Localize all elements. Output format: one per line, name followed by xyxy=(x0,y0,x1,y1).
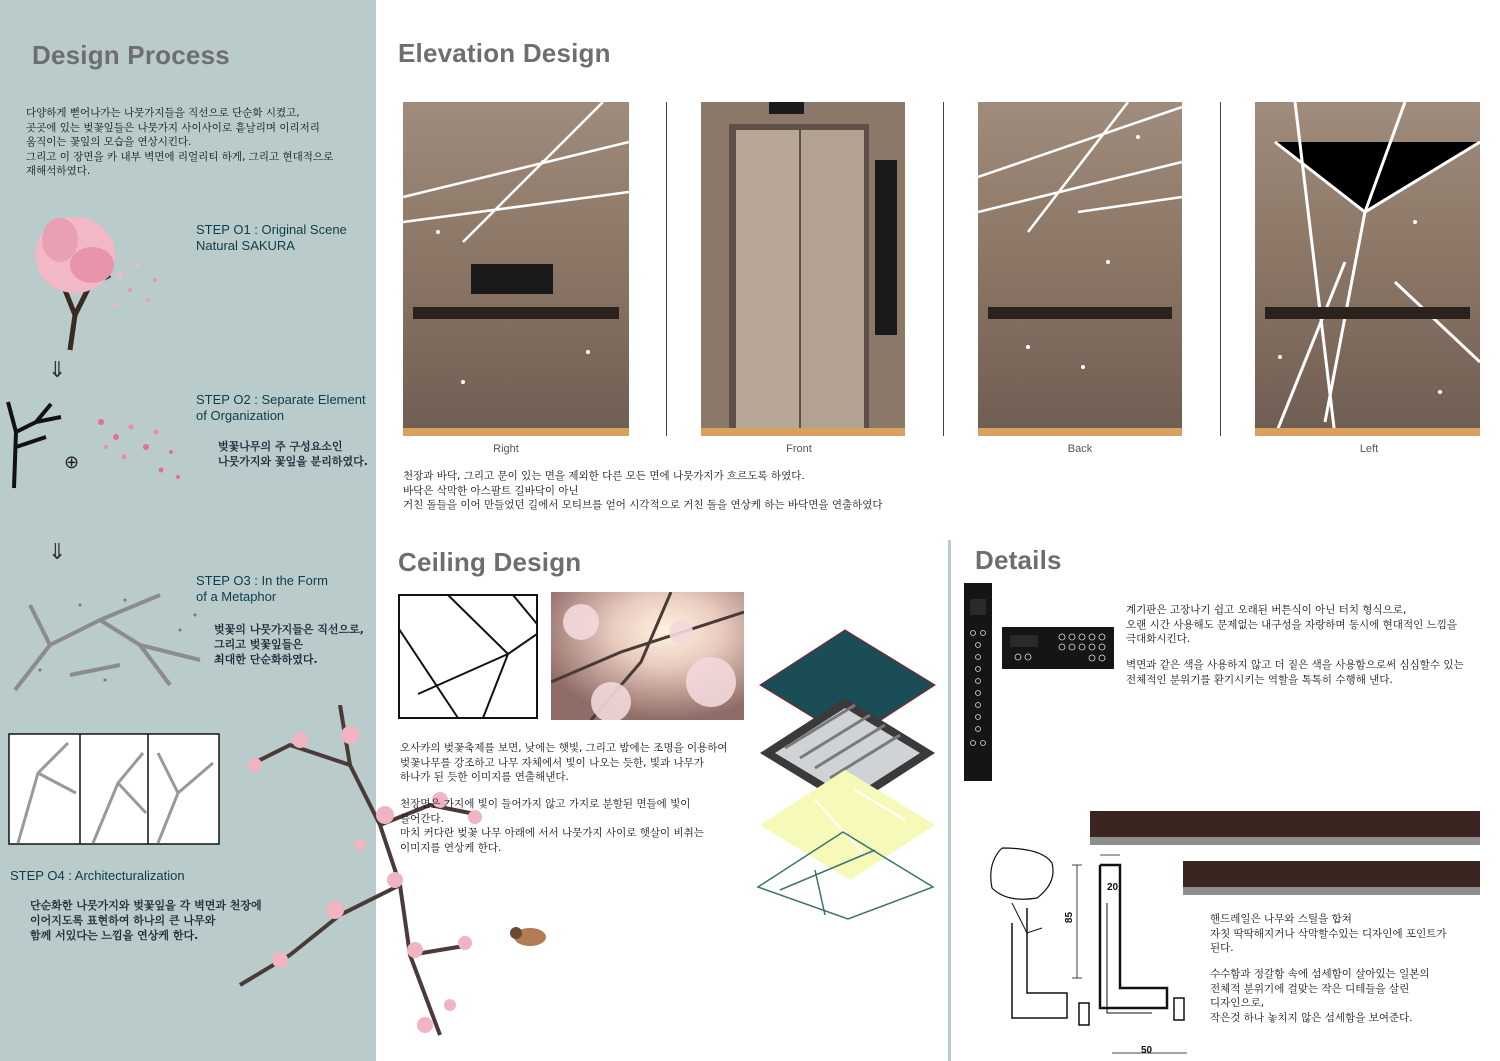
metaphor-branch-illustration xyxy=(10,585,210,695)
elevation-divider xyxy=(666,102,667,436)
separated-branch-illustration xyxy=(6,392,196,492)
handrail-bar-1 xyxy=(1090,811,1490,847)
plus-icon: ⊕ xyxy=(64,452,80,473)
step-4-label: STEP O4 : Architecturalization xyxy=(10,868,185,883)
step-3-description: 벚꽃의 나뭇가지들은 직선으로, 그리고 벚꽃잎들은 최대한 단순화하였다. xyxy=(214,623,364,666)
step-1-label: STEP O1 : Original Scene Natural SAKURA xyxy=(196,222,347,253)
elevation-caption-right: Right xyxy=(493,443,519,455)
control-panel-horizontal xyxy=(1002,627,1114,669)
elevation-back-image xyxy=(978,102,1182,436)
step-4-description: 단순화한 나뭇가지와 벚꽃잎을 각 벽면과 천장에 이어지도록 표현하여 하나의 큰 나무와 함께 서있다는 느낌을 연상케 한다. xyxy=(30,899,262,942)
dimension-50: 50 xyxy=(1141,1045,1153,1056)
ceiling-exploded-layers xyxy=(755,625,940,920)
dimension-20: 20 xyxy=(1107,882,1119,893)
elevation-design-title: Elevation Design xyxy=(398,38,611,68)
elevation-divider xyxy=(1220,102,1221,436)
details-text-1: 계기판은 고장나기 쉽고 오래된 버튼식이 아닌 터치 형식으로, 오랜 시간 사용해도 문제없는 내구성을 자랑하며 동시에 현대적인 느낌을 극대화시킨다. xyxy=(1126,604,1457,645)
details-divider xyxy=(948,540,951,1061)
elevation-description: 천장과 바닥, 그리고 문이 있는 면을 제외한 다른 모든 면에 나뭇가지가 흐르도록 하였다. 바닥은 삭막한 아스팔트 길바닥이 아닌 거친 돌들을 이어 만들었던 길에서 모티브를 얻어 시각적으로 거친 돌을 연상케 하는 바닥면을 연출하였다 xyxy=(403,470,883,511)
elevation-caption-left: Left xyxy=(1359,443,1379,455)
details-text-3: 핸드레일은 나무와 스틸을 합쳐 자칫 딱딱해지거나 삭막할수있는 디자인에 포인트가 된다. xyxy=(1210,913,1447,954)
details-text-2: 벽면과 같은 색을 사용하지 않고 더 짙은 색을 사용함으로써 심심할수 있는 전체적인 분위기를 환기시키는 역할을 톡톡히 수행해 낸다. xyxy=(1126,659,1464,686)
architecturalization-diagram xyxy=(8,733,220,845)
ceiling-design-title: Ceiling Design xyxy=(398,547,582,577)
handrail-section-drawing xyxy=(982,843,1197,1061)
ceiling-text-1: 오사카의 벚꽃축제를 보면, 낮에는 햇빛, 그리고 밤에는 조명을 이용하여 벚꽃나무를 강조하고 나무 자체에서 빛이 나오는 듯한, 빛과 나무가 하나가 된 듯한 이미지를 연출해낸다. xyxy=(400,742,728,783)
step-2-description: 벚꽃나무의 주 구성요소인 나뭇가지와 꽃잎을 분리하였다. xyxy=(218,440,368,468)
handrail-bar-2 xyxy=(1183,861,1483,897)
elevation-caption-back: Back xyxy=(1067,443,1093,455)
details-title: Details xyxy=(975,545,1062,575)
control-panel-vertical xyxy=(964,583,992,781)
details-text-4: 수수함과 정갈함 속에 섬세함이 살아있는 일본의 전체적 분위기에 걸맞는 작은 디테들을 살린 디자인으로, 작은것 하나 놓치지 않은 섬세함을 보여준다. xyxy=(1210,968,1430,1024)
dimension-85: 85 xyxy=(1064,911,1076,924)
elevation-right-image xyxy=(403,102,629,436)
step-3-label: STEP O3 : In the Form of a Metaphor xyxy=(196,573,328,604)
step-2-label: STEP O2 : Separate Element of Organization xyxy=(196,392,366,423)
down-arrow-icon: ⇓ xyxy=(48,358,67,383)
design-process-intro: 다양하게 뻗어나가는 나뭇가지들을 직선으로 단순화 시켰고, 곳곳에 있는 벚꽃잎들은 나뭇가지 사이사이로 흩날리며 이리저리 움직이는 꽃잎의 모습을 연상시킨다. 그리고 이 장면을 카 내부 벽면에 리얼리티 하게, 그리고 현대적으로 재해석하였다. xyxy=(26,107,334,177)
elevation-front-image xyxy=(701,102,905,436)
elevation-caption-front: Front xyxy=(786,443,812,455)
elevation-divider xyxy=(943,102,944,436)
cherry-blossom-photo xyxy=(551,592,744,720)
sakura-tree-illustration xyxy=(20,205,170,355)
ceiling-line-diagram xyxy=(398,594,538,719)
elevation-left-image xyxy=(1255,102,1480,436)
ceiling-text-2: 천장면은 가지에 빛이 들어가지 않고 가지로 분할된 면들에 빛이 들어간다. 마치 커다란 벚꽃 나무 아래에 서서 나뭇가지 사이로 햇살이 비취는 이미지를 연상케 한다. xyxy=(400,798,704,854)
down-arrow-icon: ⇓ xyxy=(48,540,67,565)
design-process-title: Design Process xyxy=(32,40,230,70)
